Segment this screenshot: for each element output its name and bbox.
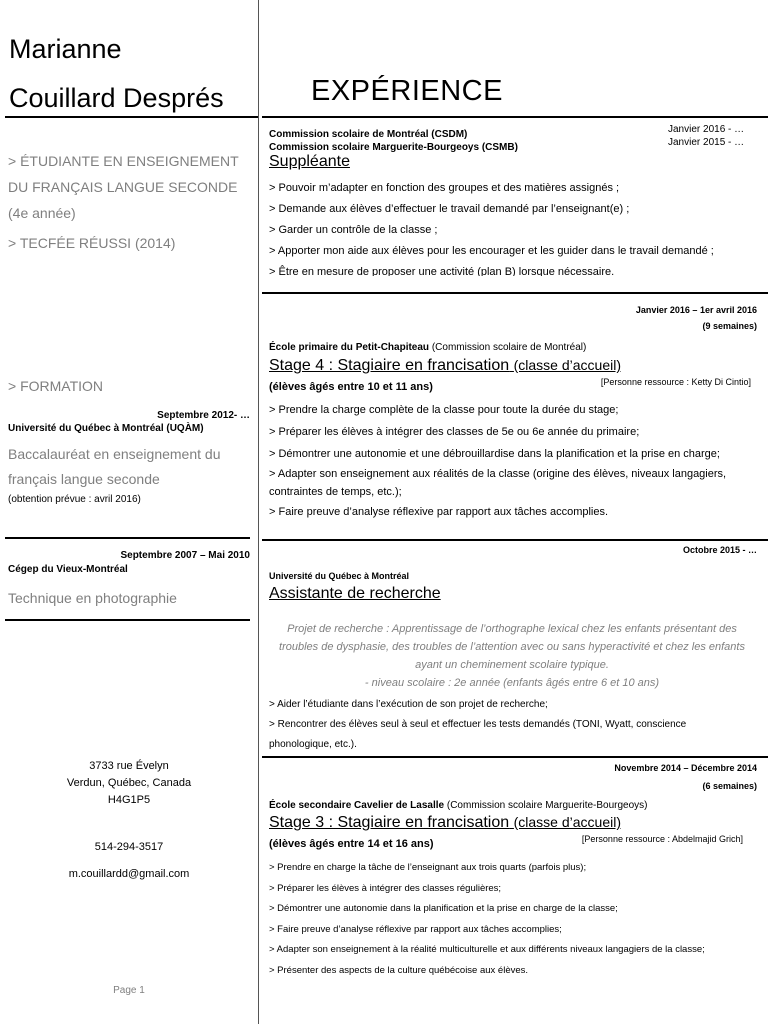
formation-school: Cégep du Vieux-Montréal: [8, 564, 128, 575]
employment-date: Janvier 2015 - …: [668, 137, 745, 148]
bullet-item: phonologique, etc.).: [269, 739, 357, 750]
formation-program: Technique en photographie: [8, 590, 177, 606]
bullet-item: > Faire preuve d’analyse réflexive par rapport aux tâches accomplies.: [269, 506, 609, 518]
project-line: - niveau scolaire : 2e année (enfants âgés entre 6 et 10 ans): [364, 677, 660, 689]
role-subtitle: (classe d’accueil): [513, 814, 621, 830]
bullet-item: > Aider l’étudiante dans l’exécution de son projet de recherche;: [269, 699, 548, 710]
stage-duration: (6 semaines): [702, 781, 757, 791]
contact-email: m.couillardd@gmail.com: [68, 868, 190, 880]
page-number: Page 1: [113, 985, 145, 996]
school-name: Université du Québec à Montréal: [269, 571, 410, 581]
experience-stage3: [269, 800, 761, 981]
bullet-item: > Présenter des aspects de la culture québécoise aux élèves.: [269, 964, 529, 976]
school-board: (Commission scolaire de Montréal): [431, 342, 587, 353]
stage-dates: [480, 302, 757, 334]
role-title: Suppléante: [269, 153, 350, 170]
section-title: EXPÉRIENCE: [311, 75, 503, 107]
profile-line: (4e année): [8, 205, 76, 221]
bullet-item: > Prendre la charge complète de la classe pour toute la durée du stage;: [269, 404, 619, 416]
section-rule: [262, 116, 768, 118]
bullet-item: > Adapter son enseignement à la réalité multiculturelle et aux différents niveaux langagiers de la classe;: [269, 944, 705, 955]
employer-name: Commission scolaire Marguerite-Bourgeoys (CSMB): [269, 142, 518, 153]
section-rule: [262, 539, 768, 541]
role-subtitle: (classe d’accueil): [513, 357, 621, 373]
formation-entry: [8, 410, 250, 505]
employer-name: Commission scolaire de Montréal (CSDM): [269, 129, 468, 140]
experience-stage4: [269, 342, 761, 523]
profile-line: DU FRANÇAIS LANGUE SECONDE: [8, 179, 238, 195]
bullet-list: [269, 858, 761, 981]
contact-address: 3733 rue Évelyn: [89, 760, 169, 772]
research-project: [262, 620, 762, 692]
bullet-item: > Faire preuve d’analyse réflexive par rapport aux tâches accomplies;: [269, 923, 562, 935]
formation-program: Baccalauréat en enseignement du: [8, 446, 221, 462]
section-rule: [262, 292, 768, 294]
bullet-item: > Préparer les élèves à intégrer des classes de 5e ou 6e année du primaire;: [269, 426, 640, 438]
bullet-item: > Pouvoir m’adapter en fonction des groupes et des matières assignés ;: [269, 182, 620, 194]
resource-person: [Personne ressource : Abdelmajid Grich]: [581, 834, 743, 844]
bullet-item: contraintes de temps, etc.);: [269, 486, 402, 498]
bullet-list: [269, 695, 759, 755]
school-name: École secondaire Cavelier de Lasalle: [269, 800, 445, 811]
bullet-item: > Rencontrer des élèves seul à seul et effectuer les tests demandés (TONI, Wyatt, conscience: [269, 719, 687, 730]
contact-postal: H4G1P5: [107, 794, 151, 806]
formation-heading: > FORMATION: [8, 378, 104, 394]
project-line: ayant un cheminement scolaire typique.: [415, 659, 609, 671]
employment-date: Janvier 2016 - …: [668, 124, 745, 135]
formation-entry: [8, 550, 250, 611]
student-ages: (élèves âgés entre 10 et 11 ans): [269, 381, 433, 393]
column-divider: [258, 0, 259, 1024]
profile-line: > ÉTUDIANTE EN ENSEIGNEMENT: [8, 153, 239, 169]
contact-phone: 514-294-3517: [94, 841, 164, 853]
student-ages: (élèves âgés entre 14 et 16 ans): [269, 838, 434, 850]
section-rule: [262, 756, 768, 758]
school-board: (Commission scolaire Marguerite-Bourgeoys): [446, 800, 648, 811]
bullet-list: [269, 178, 759, 276]
stage-dates: [480, 759, 757, 795]
contact-city: Verdun, Québec, Canada: [66, 777, 192, 789]
bullet-list: [269, 399, 761, 523]
bullet-item: > Demande aux élèves d’effectuer le travail demandé par l’enseignant(e) ;: [269, 203, 630, 215]
experience-supply: [269, 124, 759, 276]
stage-date: Janvier 2016 – 1er avril 2016: [635, 305, 757, 315]
stage-duration: (9 semaines): [702, 321, 757, 331]
formation-school: Université du Québec à Montréal (UQÀM): [8, 423, 204, 434]
bullet-item: > Prendre en charge la tâche de l’enseignant aux trois quarts (parfois plus);: [269, 862, 587, 873]
bullet-item: > Préparer les élèves à intégrer des classes régulières;: [269, 882, 502, 894]
profile-block: [8, 148, 253, 256]
role-title: Stage 3 : Stagiaire en francisation: [269, 814, 510, 831]
project-line: troubles de dysphasie, des troubles de l’attention avec ou sans hyperactivité et chez les enfants: [279, 641, 745, 653]
profile-line: > TECFÉE RÉUSSI (2014): [8, 235, 176, 251]
bullet-item: > Adapter son enseignement aux réalités de la classe (origine des élèves, niveaux langagiers,: [269, 468, 727, 480]
bullet-item: > Apporter mon aide aux élèves pour les encourager et les guider dans le travail demandé ;: [269, 245, 714, 257]
contact-block: [0, 758, 258, 883]
formation-program: français langue seconde: [8, 471, 160, 487]
school-name: École primaire du Petit-Chapiteau: [269, 342, 430, 353]
formation-rule: [5, 537, 250, 539]
formation-rule: [5, 619, 250, 621]
role-title: Assistante de recherche: [269, 585, 441, 602]
resource-person: [Personne ressource : Ketty Di Cintio]: [600, 377, 751, 387]
bullet-item: > Garder un contrôle de la classe ;: [269, 224, 438, 236]
project-line: Projet de recherche : Apprentissage de l’orthographe lexical chez les enfants présentant des: [287, 623, 737, 635]
role-title: Stage 4 : Stagiaire en francisation: [269, 357, 510, 374]
bullet-item: > Démontrer une autonomie dans la planification et la prise en charge de la classe;: [269, 903, 618, 914]
research-date: Octobre 2015 - …: [682, 545, 757, 555]
name-last: Couillard Després: [9, 83, 224, 113]
bullet-item: > Démontrer une autonomie et une débrouillardise dans la planification et la prise en charge;: [269, 448, 720, 460]
experience-research: [269, 571, 759, 603]
stage-date: Novembre 2014 – Décembre 2014: [614, 763, 757, 773]
formation-note: (obtention prévue : avril 2016): [8, 494, 141, 505]
bullet-item: > Être en mesure de proposer une activité (plan B) lorsque nécessaire.: [269, 266, 615, 276]
name-rule: [5, 116, 258, 118]
name-first: Marianne: [9, 34, 122, 64]
formation-date: Septembre 2012- …: [157, 410, 250, 421]
formation-date: Septembre 2007 – Mai 2010: [120, 550, 250, 561]
